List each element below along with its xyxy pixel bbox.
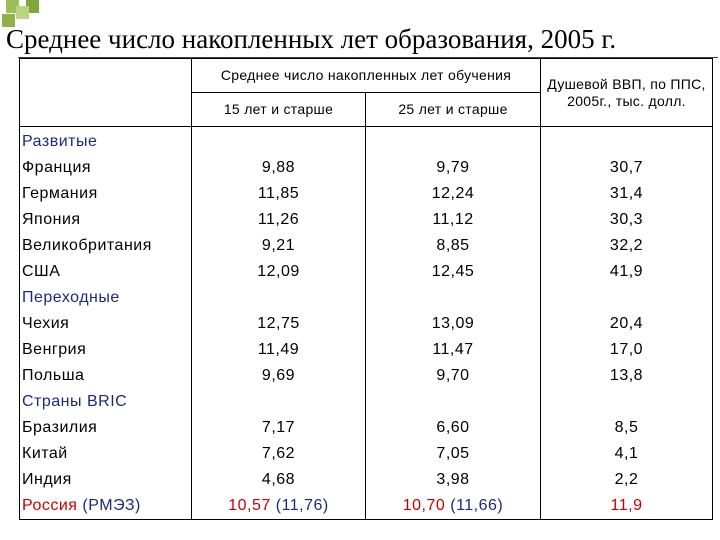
group-heading: Развитые (22, 133, 98, 150)
gdp-value: 20,4 (609, 315, 644, 332)
gdp-header: Душевой ВВП, по ППС, 2005г., тыс. долл. (541, 59, 713, 127)
edu25-value: 12,24 (431, 185, 475, 202)
edu15-column (192, 127, 366, 520)
country-name: Франция (22, 159, 92, 176)
edu25-value: 7,05 (436, 445, 470, 462)
russia-edu15-note: (11,76) (275, 497, 329, 514)
country-column (20, 127, 192, 520)
edu15-value: 11,26 (257, 211, 300, 228)
country-name: Германия (22, 185, 98, 202)
edu15-value: 7,17 (261, 419, 296, 436)
page-title: Среднее число накопленных лет образования, 2005 г. (6, 24, 617, 54)
russia-note: (РМЭЗ) (82, 497, 141, 514)
edu15-value: 11,49 (257, 341, 300, 358)
edu15-value: 12,09 (257, 263, 300, 280)
russia-edu15 (192, 493, 365, 519)
corner-cell (20, 59, 192, 127)
gdp-value: 41,9 (609, 263, 644, 280)
gdp-value: 30,7 (609, 159, 644, 176)
edu25-value: 3,98 (436, 471, 470, 488)
group-heading: Переходные (22, 289, 120, 306)
country-name: Индия (22, 471, 72, 488)
country-name: Великобритания (22, 237, 152, 254)
country-name: США (22, 263, 61, 280)
russia-edu15-value: 10,57 (228, 497, 271, 514)
edu15-value: 9,21 (261, 237, 296, 254)
education-header: Среднее число накопленных лет обучения (192, 59, 541, 93)
gdp-value: 4,1 (614, 445, 639, 462)
russia-edu25 (366, 493, 540, 519)
edu25-value: 13,09 (431, 315, 475, 332)
edu25-value: 9,79 (436, 159, 470, 176)
gdp-value: 31,4 (609, 185, 644, 202)
country-name: Китай (22, 445, 68, 462)
age25-header: 25 лет и старше (366, 93, 541, 127)
edu25-column (366, 127, 541, 520)
russia-label: Россия (22, 497, 78, 514)
gdp-value: 13,8 (609, 367, 644, 384)
edu15-value: 12,75 (257, 315, 300, 332)
edu15-value: 4,68 (261, 471, 296, 488)
russia-edu25-value: 10,70 (402, 497, 446, 514)
edu15-value: 9,88 (261, 159, 296, 176)
edu15-value: 7,62 (261, 445, 296, 462)
age15-header: 15 лет и старше (192, 93, 366, 127)
russia-gdp-value: 11,9 (610, 497, 643, 514)
gdp-value: 32,2 (609, 237, 644, 254)
gdp-value: 17,0 (609, 341, 644, 358)
country-name: Бразилия (22, 419, 98, 436)
gdp-value: 2,2 (614, 471, 639, 488)
edu25-value: 6,60 (436, 419, 470, 436)
country-name: Чехия (22, 315, 70, 332)
edu25-value: 11,47 (432, 341, 474, 358)
gdp-column (541, 127, 713, 520)
edu15-value: 11,85 (257, 185, 300, 202)
edu25-value: 8,85 (436, 237, 470, 254)
russia-edu25-note: (11,66) (450, 497, 504, 514)
russia-name (22, 493, 191, 519)
edu15-value: 9,69 (261, 367, 296, 384)
edu25-value: 9,70 (436, 367, 470, 384)
country-name: Польша (22, 367, 85, 384)
gdp-value: 8,5 (614, 419, 639, 436)
country-name: Венгрия (22, 341, 87, 358)
edu25-value: 12,45 (431, 263, 475, 280)
education-table (19, 58, 713, 520)
gdp-value: 30,3 (609, 211, 644, 228)
country-name: Япония (22, 211, 81, 228)
edu25-value: 11,12 (432, 211, 474, 228)
group-heading: Страны BRIC (22, 393, 128, 410)
